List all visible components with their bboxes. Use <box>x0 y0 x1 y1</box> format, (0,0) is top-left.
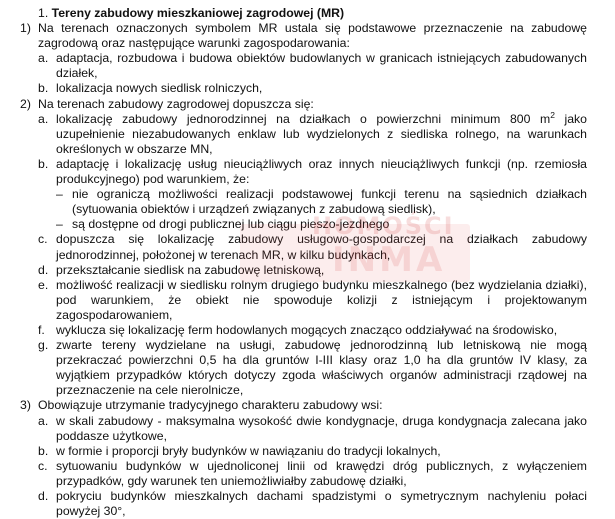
section-2-item-c <box>20 232 587 262</box>
watermark-text-bottom: INMA <box>332 240 446 280</box>
section-2-text: Na terenach zabudowy zagrodowej dopuszcza się: <box>38 96 314 111</box>
section-3-item-a <box>20 414 587 444</box>
item-marker: a. <box>38 413 49 428</box>
section-2-item-e <box>20 278 587 323</box>
dash-marker: – <box>56 217 63 232</box>
section-2-item-f <box>20 323 587 338</box>
item-text: dopuszcza się lokalizację zabudowy usługowo-gospodarczej na działkach zabudowy jednorodzinnej, położonej w terenach MR, w kilku budynkach, <box>56 232 587 262</box>
section-3-heading <box>20 398 587 413</box>
section-1-item-a <box>20 51 587 81</box>
item-text: w formie i proporcji bryły budynków w nawiązaniu do tradycji lokalnych, <box>56 443 441 458</box>
item-text: przekształcanie siedlisk na zabudowę letniskową, <box>56 262 325 277</box>
section-3-item-d <box>20 489 587 519</box>
title-number: 1. <box>38 6 49 20</box>
section-3 <box>20 398 587 519</box>
subitem-text: nie ograniczą możliwości realizacji podstawowej funkcji terenu na sąsiednich działkach (sytuowania obiektów i urządzeń związanych z zabudową siedlisk), <box>72 187 587 217</box>
section-1-text: Na terenach oznaczonych symbolem MR ustala się podstawowe przeznaczenie na zabudowę zagrodową oraz następujące warunki zagospodarowania: <box>38 21 587 51</box>
section-3-item-c <box>20 459 587 489</box>
section-2-item-b-dash-2 <box>20 217 587 232</box>
dash-marker: – <box>56 187 63 202</box>
item-marker: g. <box>38 338 49 353</box>
section-3-item-b <box>20 444 587 459</box>
item-text-before: lokalizację zabudowy jednorodzinnej na działkach o powierzchni minimum 800 m <box>56 111 551 126</box>
item-marker: e. <box>38 277 49 292</box>
item-marker: d. <box>38 489 49 503</box>
section-2-heading <box>20 97 587 112</box>
item-marker: f. <box>38 322 45 337</box>
section-1-number: 1) <box>20 21 31 36</box>
watermark-text-top: HOMOŚCI <box>312 212 455 240</box>
item-text: lokalizacja nowych siedlisk rolniczych, <box>56 81 263 96</box>
item-text-after: jako uzupełnienie niezabudowanych enklaw lub wydzielonych z siedliska rolnego, na warunkach określonych w obszarze MN, <box>56 111 587 156</box>
section-3-number: 3) <box>20 398 31 413</box>
section-2-item-b <box>20 157 587 187</box>
item-text: możliwość realizacji w siedlisku rolnym drugiego budynku mieszkalnego (bez wydzielania działki), pod warunkiem, że obiekt nie spowoduje kolizji z istniejącym i projektowanym zagospodarowaniem, <box>56 277 587 322</box>
item-text: adaptacja, rozbudowa i budowa obiektów budowlanych w granicach istniejących zabudowanych działek, <box>56 51 587 81</box>
section-2-number: 2) <box>20 96 31 111</box>
document-title <box>38 6 587 21</box>
item-marker: b. <box>38 443 49 458</box>
section-1-heading <box>20 21 587 51</box>
item-marker: b. <box>38 81 49 96</box>
subitem-text: są dostępne od drogi publicznej lub ciągu pieszo-jezdnego <box>72 217 390 232</box>
section-2-item-b-dash-1 <box>20 187 587 217</box>
section-1-item-b <box>20 81 587 96</box>
item-marker: c. <box>38 232 48 247</box>
item-marker: b. <box>38 156 49 171</box>
title-text: Tereny zabudowy mieszkaniowej zagrodowej (MR) <box>51 6 345 20</box>
item-marker: a. <box>38 51 49 66</box>
item-text: pokryciu budynków mieszkalnych dachami spadzistymi o symetrycznym nachyleniu połaci powyżej 30°, <box>56 489 587 519</box>
area-superscript: 2 <box>550 109 555 120</box>
section-2-item-a <box>20 109 587 157</box>
item-text: wyklucza się lokalizację ferm hodowlanych mogących znacząco oddziaływać na środowisko, <box>56 322 558 337</box>
section-1 <box>20 21 587 96</box>
item-text: w skali zabudowy - maksymalna wysokość dwie kondygnacje, druga kondygnacja zalecana jako poddasze użytkowe, <box>56 413 587 443</box>
section-3-text: Obowiązuje utrzymanie tradycyjnego charakteru zabudowy wsi: <box>38 398 383 413</box>
item-text: sytuowaniu budynków w ujednoliconej linii od krawędzi dróg publicznych, z wyłączeniem przypadków, gdy warunek ten uniemożliwiałby zabudowę działki, <box>56 458 587 488</box>
item-marker: d. <box>38 262 49 277</box>
item-marker: a. <box>38 111 49 126</box>
item-text: zwarte tereny wydzielane na usługi, zabudowę jednorodzinną lub letniskową nie mogą przekraczać powierzchni 0,5 ha dla gruntów I-III klasy oraz 1,0 ha dla gruntów IV klasy, za wyjątkiem przypadków których dotyczy zgoda właściwych organów administracji rządowej na przeznaczenie na cele nierolnicze, <box>56 338 587 398</box>
item-text: adaptację i lokalizację usług nieuciążliwych oraz innych nieuciążliwych funkcji (np. rzemiosła produkcyjnego) pod warunkiem, że: <box>56 156 587 187</box>
section-2-item-d <box>20 263 587 278</box>
section-2-item-g <box>20 338 587 398</box>
item-marker: c. <box>38 458 48 473</box>
section-2 <box>20 97 587 399</box>
